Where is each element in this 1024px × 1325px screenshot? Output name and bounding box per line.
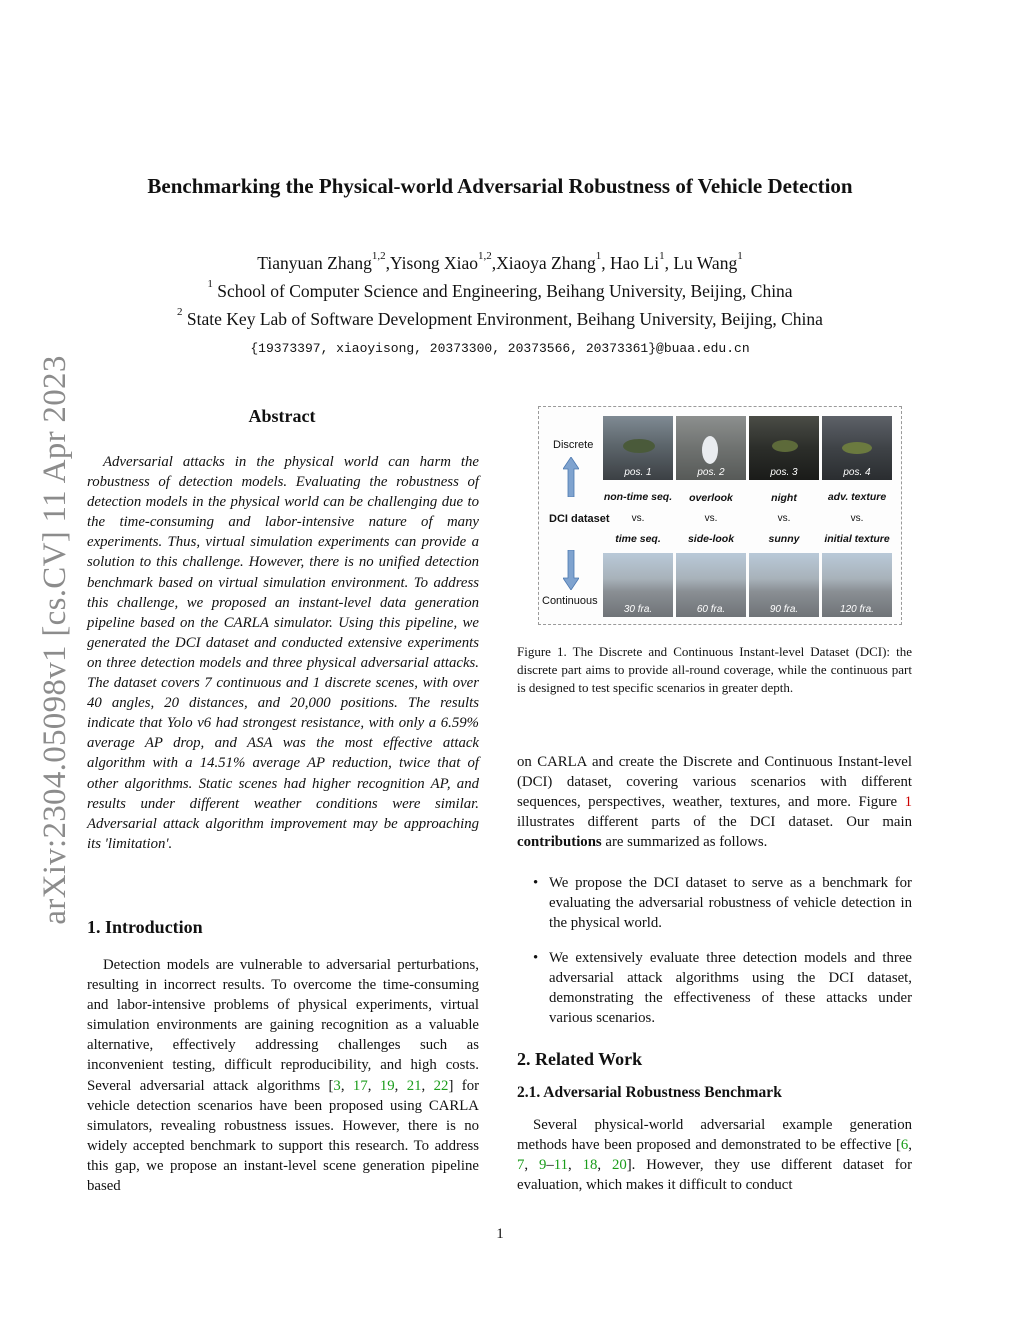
- paper-title: Benchmarking the Physical-world Adversarial Robustness of Vehicle Detection: [147, 174, 853, 198]
- intro-text: Detection models are vulnerable to adversarial perturbations, resulting in incorrect results. To overcome the time-consuming and labor-intensive problems of physical experiments, virtual simulation environments are gaining recognition as a valuable alternative, effectively addressing challenges such as inconvenient testing, difficult reproducibility, and high costs. Several adversarial attack algorithms [: [87, 957, 479, 1094]
- citation-link[interactable]: 7: [517, 1157, 525, 1174]
- citation-link[interactable]: 19: [379, 1077, 395, 1094]
- continuous-thumbnail: [822, 553, 892, 617]
- continuous-label: Continuous: [542, 595, 598, 607]
- author-sup: 1,2: [371, 250, 386, 262]
- vs-label: vs.: [777, 513, 791, 524]
- intro-text: ] for vehicle detection scenarios have been proposed using CARLA simulators, revealing robustness issues. However, there is no widely accepted benchmark to support this research. To address this gap, we propose an instant-level scene generation pipeline based: [87, 1077, 480, 1195]
- continuous-thumbnail: [749, 553, 819, 617]
- comparison-top: adv. texture: [827, 491, 887, 503]
- figure-caption: Figure 1. The Discrete and Continuous Instant-level Dataset (DCI): the discrete part aims to provide all-round coverage, while the continuous part is designed to test specific scenarios in greater depth.: [517, 644, 912, 695]
- author-sup: 1: [595, 250, 602, 262]
- body-text: are summarized as follows.: [601, 834, 768, 851]
- body-text: ]. However, they use different dataset for evaluation, which makes it difficult to conduct: [517, 1157, 913, 1194]
- page-number: 1: [496, 1226, 504, 1242]
- right-column-body: [517, 752, 912, 852]
- author-sep: ,: [601, 253, 610, 273]
- author-sup: 1,2: [477, 250, 492, 262]
- figure-1: [538, 406, 902, 625]
- affiliation-sup: 2: [177, 306, 183, 318]
- subsection-heading: 2.1. Adversarial Robustness Benchmark: [517, 1084, 782, 1101]
- author-sep: ,: [385, 253, 390, 273]
- related-work-heading: 2. Related Work: [517, 1049, 643, 1069]
- comparison-bottom: sunny: [768, 533, 800, 545]
- abstract-body: Adversarial attacks in the physical world can harm the robustness of detection models. Evaluating the robustness of detection models in the physical world can be challenging due to the time-consuming and labor-intensive nature of many experiments. Thus, virtual simulation experiments can provide a solution to this challenge. However, there is no unified detection benchmark based on virtual simulation environment. To address this challenge, we proposed an instant-level data generation pipeline based on the CARLA simulator. Using this pipeline, we generated the DCI dataset and conducted extensive experiments on three detection models and three physical adversarial attacks. The dataset covers 7 continuous and 1 discrete scenes, with over 40 angles, 20 distances, and 20,000 positions. The results indicate that Yolo v6 had strongest resistance, with only a 6.59% average AP drop, and ASA was the most effective attack algorithm with a 14.51% average AP reduction, twice that of other algorithms. Static scenes had higher recognition AP, and results under different weather conditions were similar. Adversarial attack algorithm improvement may be approaching its 'limitation'.: [87, 454, 479, 852]
- author-name: Lu Wang: [673, 253, 738, 273]
- bullet-icon: •: [533, 875, 539, 891]
- affiliation-2: [0, 306, 1000, 330]
- thumbnail-caption: 60 fra.: [696, 604, 726, 615]
- author-sup: 1: [737, 250, 743, 262]
- contribution-item: [533, 948, 912, 1028]
- citation-link[interactable]: 3: [333, 1077, 341, 1094]
- vs-label: vs.: [631, 513, 645, 524]
- comparison-bottom: side-look: [687, 533, 735, 545]
- continuous-thumbnail: [603, 553, 673, 617]
- contribution-text: We extensively evaluate three detection models and three adversarial attack algorithms using the DCI dataset, demonstrating the effectiveness of these attacks under various scenarios.: [549, 950, 912, 1027]
- bullet-icon: •: [533, 950, 539, 966]
- affiliation-text: School of Computer Science and Engineering, Beihang University, Beijing, China: [217, 281, 793, 301]
- author-name: Xiaoya Zhang: [496, 253, 596, 273]
- citation-link[interactable]: 9: [538, 1157, 547, 1174]
- abstract-heading: Abstract: [248, 406, 316, 426]
- citation-link[interactable]: 17: [352, 1077, 368, 1094]
- author-name: Hao Li: [609, 253, 660, 273]
- related-work-body: Several physical-world adversarial example generation methods have been proposed and demonstrated to be effective [6, 7, 9–11, 18, 20]. However, they use different dataset for evaluation, which makes it difficult to conduct: [517, 1117, 913, 1194]
- author-name: Tianyuan Zhang: [257, 253, 372, 273]
- bold-term: contributions: [517, 834, 602, 851]
- citation-link[interactable]: 6: [900, 1137, 909, 1154]
- arxiv-stamp: arXiv:2304.05098v1 [cs.CV] 11 Apr 2023: [37, 355, 73, 925]
- body-text: illustrates different parts of the DCI dataset. Our main: [517, 814, 912, 831]
- thumbnail-caption: pos. 3: [770, 467, 798, 478]
- vs-label: vs.: [850, 513, 864, 524]
- comparison-bottom: time seq.: [615, 533, 661, 545]
- author-name: Yisong Xiao: [389, 253, 478, 273]
- citation-link[interactable]: 11: [553, 1157, 569, 1174]
- author-sup: 1: [659, 250, 665, 262]
- affiliation-1: [0, 278, 1000, 302]
- dci-dataset-label: DCI dataset: [549, 513, 610, 525]
- introduction-heading: 1. Introduction: [87, 917, 203, 937]
- introduction-body: Detection models are vulnerable to adversarial perturbations, resulting in incorrect results. To overcome the time-consuming and labor-intensive problems of physical experiments, virtual simulation environments are gaining recognition as a valuable alternative, effectively addressing challenges such as inconvenient testing, difficult reproducibility, and high costs. Several adversarial attack algorithms [3, 17, 19, 21, 22] for vehicle detection scenarios have been proposed using CARLA simulators, revealing robustness issues. However, there is no widely accepted benchmark to support this research. To address this gap, we propose an instant-level scene generation pipeline based: [87, 957, 480, 1195]
- contribution-item: [533, 873, 912, 933]
- continuous-thumbnail: [676, 553, 746, 617]
- author-sep: ,: [491, 253, 497, 273]
- comparison-bottom: initial texture: [824, 533, 890, 545]
- thumbnail-caption: pos. 4: [843, 467, 871, 478]
- vs-label: vs.: [704, 513, 718, 524]
- body-text: on CARLA and create the Discrete and Continuous Instant-level (DCI) dataset, covering various scenarios with different sequences, perspectives, weather, textures, and more. Figure: [517, 754, 912, 811]
- citation-link[interactable]: 21: [406, 1077, 422, 1094]
- discrete-thumbnail: [676, 416, 746, 480]
- author-sep: ,: [664, 253, 674, 273]
- comparison-top: night: [771, 492, 797, 504]
- thumbnail-caption: pos. 2: [697, 467, 725, 478]
- discrete-thumbnail: [603, 416, 673, 480]
- affiliation-sup: 1: [207, 278, 213, 290]
- arrow-up-icon: [563, 457, 579, 497]
- thumbnail-caption: pos. 1: [624, 467, 652, 478]
- citation-link[interactable]: 20: [611, 1157, 627, 1174]
- thumbnail-caption: 90 fra.: [769, 604, 799, 615]
- discrete-thumbnail: [749, 416, 819, 480]
- thumbnail-caption: 30 fra.: [623, 604, 653, 615]
- comparison-top: non-time seq.: [603, 491, 673, 503]
- author-list: [0, 250, 1000, 274]
- author-emails: {19373397, xiaoyisong, 20373300, 20373566, 20373361}@buaa.edu.cn: [250, 341, 750, 356]
- body-text: Several physical-world adversarial example generation methods have been proposed and demonstrated to be effective [: [517, 1117, 912, 1154]
- affiliation-text: State Key Lab of Software Development Environment, Beihang University, Beijing, China: [186, 309, 823, 329]
- citation-link[interactable]: 18: [582, 1157, 598, 1174]
- discrete-thumbnail: [822, 416, 892, 480]
- arrow-down-icon: [563, 550, 579, 590]
- contribution-text: We propose the DCI dataset to serve as a benchmark for evaluating the adversarial robustness of vehicle detection in the physical world.: [549, 875, 912, 932]
- citation-link[interactable]: 22: [433, 1077, 449, 1094]
- thumbnail-caption: 120 fra.: [840, 604, 874, 615]
- figure-ref-link[interactable]: 1: [904, 794, 912, 811]
- discrete-label: Discrete: [553, 439, 594, 451]
- comparison-top: overlook: [689, 492, 733, 504]
